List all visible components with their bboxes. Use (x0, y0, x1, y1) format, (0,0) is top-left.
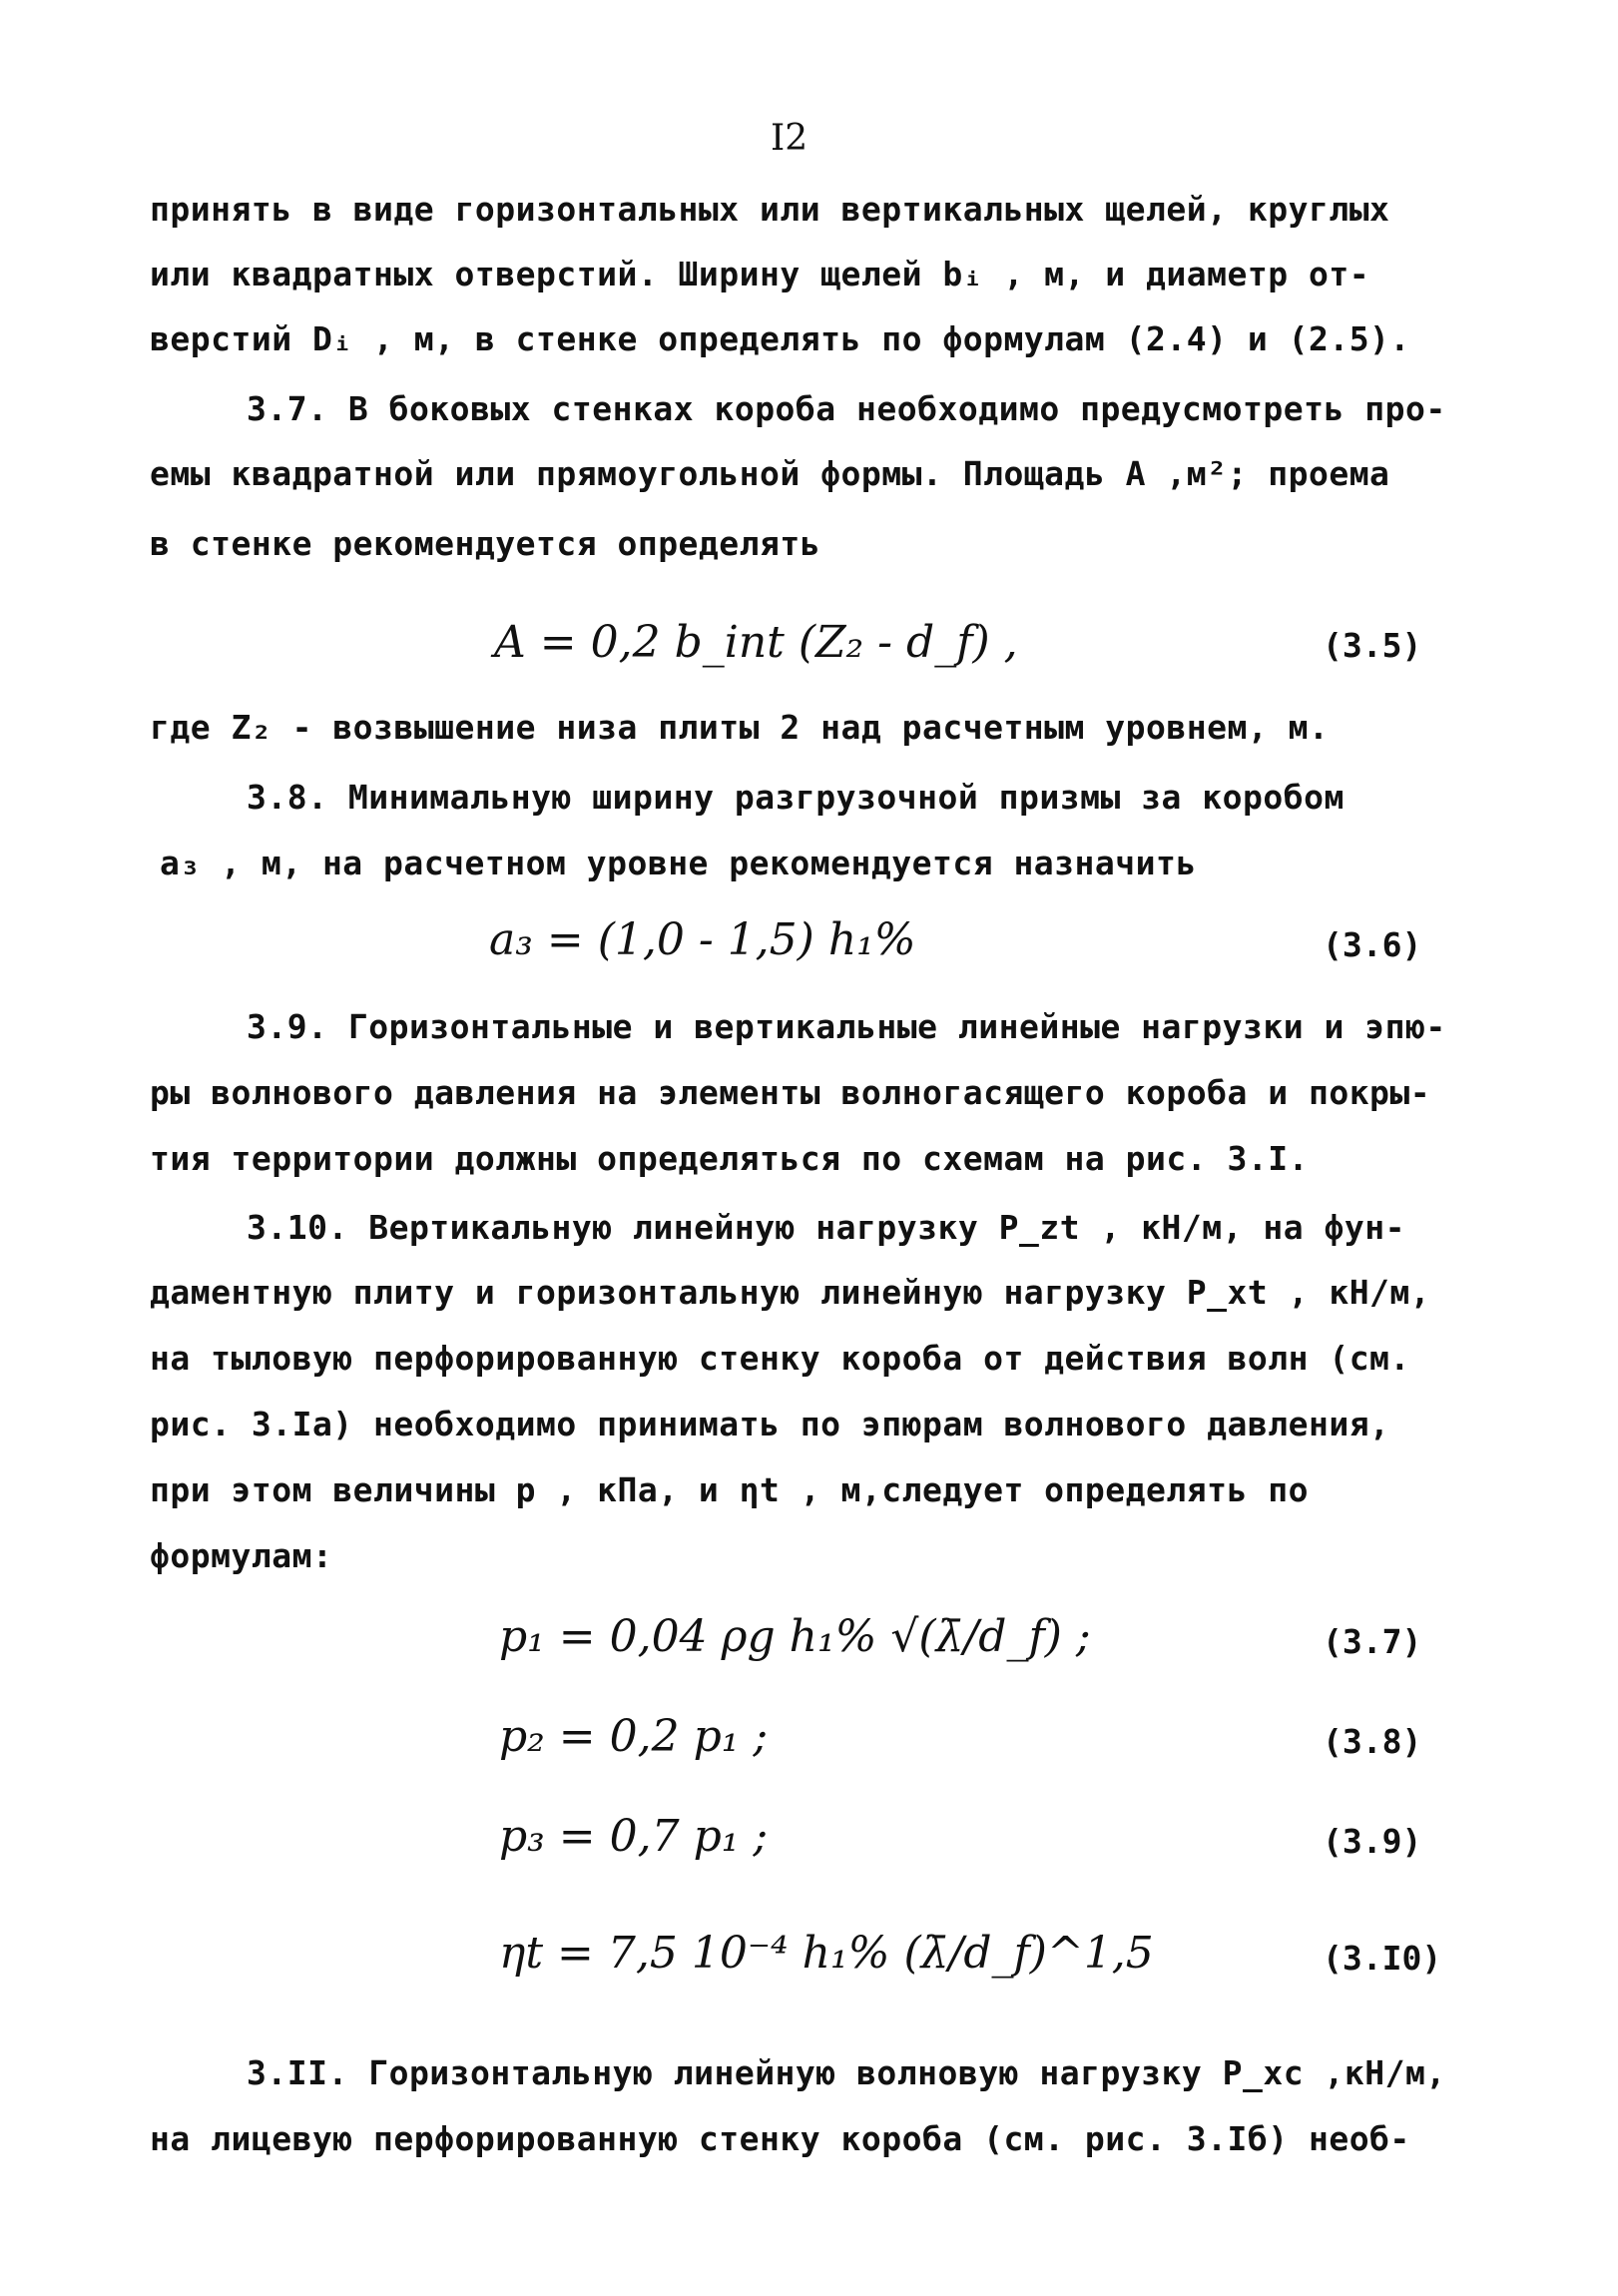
text-line: при этом величины p , кПа, и ηt , м,следует определять по (150, 1470, 1309, 1509)
equation: p₂ = 0,2 p₁ ; (499, 1711, 769, 1762)
text-line: в стенке рекомендуется определять (150, 524, 821, 563)
equation-number: (3.9) (1323, 1822, 1422, 1861)
text-line: 3.II. Горизонтальную линейную волновую нагрузку P_xc ,кН/м, (247, 2053, 1446, 2092)
equation-number: (3.6) (1323, 925, 1422, 964)
equation: p₃ = 0,7 p₁ ; (499, 1811, 769, 1862)
text-line: на тыловую перфорированную стенку короба от действия волн (см. (150, 1339, 1410, 1378)
page-number: I2 (771, 118, 809, 159)
equation-number: (3.5) (1323, 626, 1422, 665)
text-line: 3.10. Вертикальную линейную нагрузку P_zt , кН/м, на фун- (247, 1208, 1405, 1247)
text-line: где Z₂ - возвышение низа плиты 2 над расчетным уровнем, м. (150, 708, 1330, 747)
text-line: 3.7. В боковых стенках короба необходимо предусмотреть про- (247, 389, 1446, 428)
text-line: 3.8. Минимальную ширину разгрузочной призмы за коробом (247, 778, 1345, 817)
text-line: формулам: (150, 1536, 333, 1575)
equation: a₃ = (1,0 - 1,5) h₁% (489, 914, 916, 965)
text-line: емы квадратной или прямоугольной формы. Площадь A ,м²; проема (150, 454, 1390, 493)
text-line: a₃ , м, на расчетном уровне рекомендуется назначить (160, 844, 1197, 882)
text-line: принять в виде горизонтальных или вертикальных щелей, круглых (150, 190, 1390, 229)
equation: ηt = 7,5 10⁻⁴ h₁% (λ̄/d_f)^1,5 (499, 1928, 1154, 1979)
text-line: тия территории должны определяться по схемам на рис. 3.I. (150, 1139, 1309, 1178)
equation-number: (3.I0) (1323, 1939, 1442, 1978)
equation: A = 0,2 b_int (Z₂ - d_f) , (494, 617, 1018, 668)
equation: p₁ = 0,04 ρg h₁% √(λ̄/d_f) ; (499, 1611, 1091, 1662)
text-line: верстий Dᵢ , м, в стенке определять по формулам (2.4) и (2.5). (150, 319, 1410, 358)
equation-number: (3.8) (1323, 1722, 1422, 1761)
text-line: 3.9. Горизонтальные и вертикальные линейные нагрузки и эпю- (247, 1007, 1446, 1046)
text-line: на лицевую перфорированную стенку короба (см. рис. 3.Iб) необ- (150, 2119, 1410, 2158)
text-line: ры волнового давления на элементы волногасящего короба и покры- (150, 1073, 1431, 1112)
text-line: даментную плиту и горизонтальную линейную нагрузку P_xt , кН/м, (150, 1273, 1431, 1312)
text-line: или квадратных отверстий. Ширину щелей bᵢ , м, и диаметр от- (150, 255, 1370, 293)
equation-number: (3.7) (1323, 1622, 1422, 1661)
text-line: рис. 3.Iа) необходимо принимать по эпюрам волнового давления, (150, 1405, 1390, 1443)
